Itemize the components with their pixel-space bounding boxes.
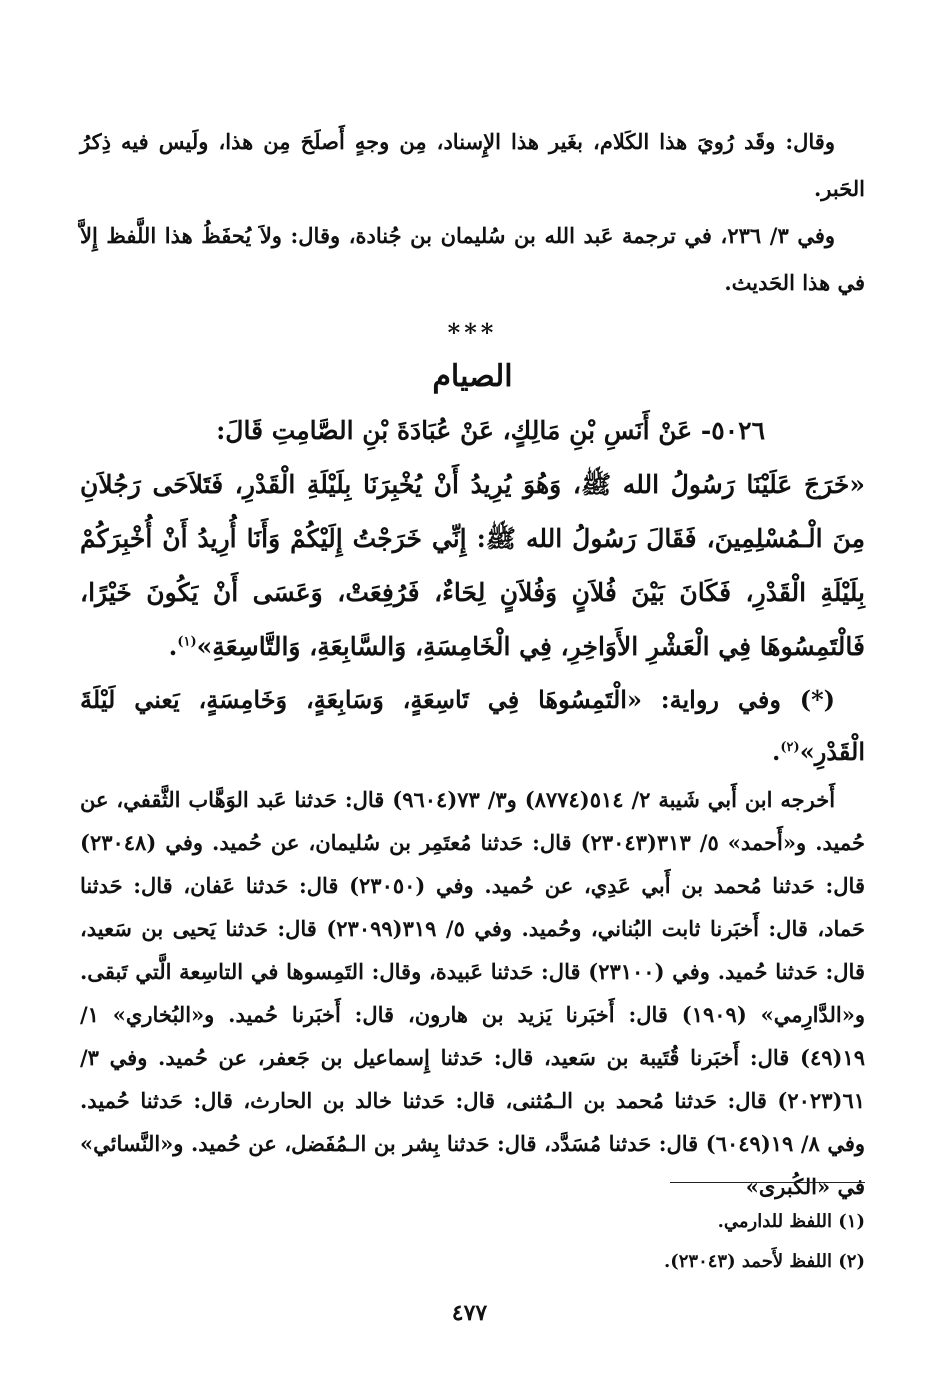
footnote-ref-1: (١) — [177, 634, 197, 650]
footnote-1: (١) اللفظ للدارمي. — [717, 1211, 865, 1232]
takhrij-paragraph: أَخرجه ابن أَبي شَيبة ٢/ ٥١٤(٨٧٧٤) و٣/ ٧٣(٩٦٠٤) قال: حَدثنا عَبد الوَهَّاب الثَّقفي، عن حُميد. و«أَحمد» ٥/ ٣١٣(٢٣٠٤٣) قال: حَدثنا مُعتَمِر بن سُليمان، عن حُميد. وفي (٢٣٠٤٨) قال: حَدثنا مُحمد بن أَبي عَدِي، عن حُميد. وفي (٢٣٠٥٠) قال: حَدثنا عَفان، قال: حَدثنا حَماد، قال: أَخبَرنا ثابت البُناني، وحُميد. وفي ٥/ ٣١٩(٢٣٠٩٩) قال: حَدثنا يَحيى بن سَعيد، قال: حَدثنا حُميد. وفي (٢٣١٠٠) قال: حَدثنا عَبيدة، وقال: التَمِسوها في التاسِعة الَّتي تَبقى. و«الدَّارِمي» (١٩٠٩) قال: أَخبَرنا يَزيد بن هارون، قال: أَخبَرنا حُميد. و«البُخاري» ١/ ١٩(٤٩) قال: أَخبَرنا قُتَيبة بن سَعيد، قال: حَدثنا إِسماعيل بن جَعفر، عن حُميد. وفي ٣/ ٦١(٢٠٢٣) قال: حَدثنا مُحمد بن الـمُثنى، قال: حَدثنا خالد بن الحارث، قال: حَدثنا حُميد. وفي ٨/ ١٩(٦٠٤٩) قال: حَدثنا مُسَدَّد، قال: حَدثنا بِشر بن الـمُفَضل، عن حُميد. و«النَّسائي» في «الكُبرى» — [80, 787, 866, 1199]
footnote-divider — [670, 1182, 865, 1183]
hadith-variant: (*) وفي رواية: «الْتَمِسُوهَا فِي تَاسِعَةٍ، وَسَابِعَةٍ، وَخَامِسَةٍ، يَعني لَيْلَةَ الْقَدْرِ»$^{(٢)}$. — [80, 685, 865, 766]
footnotes — [265, 1202, 865, 1282]
section-title: الصيام — [432, 359, 513, 394]
footnote-2: (٢) اللفظ لأَحمد (٢٣٠٤٣). — [663, 1251, 865, 1272]
hadith-text-body: «خَرَجَ عَلَيْنَا رَسُولُ الله ﷺ، وَهُوَ يُرِيدُ أَنْ يُخْبِرَنَا بِلَيْلَةِ الْقَدْرِ، فَتَلاَحَى رَجُلاَنِ مِنَ الْـمُسْلِمِينَ، فَقَالَ رَسُولُ الله ﷺ: إِنِّي خَرَجْتُ إِلَيْكُمْ وَأَنَا أُرِيدُ أَنْ أُخْبِرَكُمْ بِلَيْلَةِ الْقَدْرِ، فَكَانَ بَيْنَ فُلاَنٍ وَفُلاَنٍ لِحَاءٌ، فَرُفِعَتْ، وَعَسَى أَنْ يَكُونَ خَيْرًا، فَالْتَمِسُوهَا فِي الْعَشْرِ الأَوَاخِرِ، فِي الْخَامِسَةِ، وَالسَّابِعَةِ، وَالتَّاسِعَةِ» — [80, 470, 865, 661]
hadith-variant-body: (*) وفي رواية: «الْتَمِسُوهَا فِي تَاسِعَةٍ، وَسَابِعَةٍ، وَخَامِسَةٍ، يَعني لَيْلَةَ الْقَدْرِ» — [80, 685, 865, 766]
hadith-text: «خَرَجَ عَلَيْنَا رَسُولُ الله ﷺ، وَهُوَ يُرِيدُ أَنْ يُخْبِرَنَا بِلَيْلَةِ الْقَدْرِ، فَتَلاَحَى رَجُلاَنِ مِنَ الْـمُسْلِمِينَ، فَقَالَ رَسُولُ الله ﷺ: إِنِّي خَرَجْتُ إِلَيْكُمْ وَأَنَا أُرِيدُ أَنْ أُخْبِرَكُمْ بِلَيْلَةِ الْقَدْرِ، فَكَانَ بَيْنَ فُلاَنٍ وَفُلاَنٍ لِحَاءٌ، فَرُفِعَتْ، وَعَسَى أَنْ يَكُونَ خَيْرًا، فَالْتَمِسُوهَا فِي الْعَشْرِ الأَوَاخِرِ، فِي الْخَامِسَةِ، وَالسَّابِعَةِ، وَالتَّاسِعَةِ»$^{(١)}$. — [80, 470, 865, 661]
page-number: ٤٧٧ — [451, 1300, 488, 1326]
footnote-ref-2: (٢) — [780, 740, 800, 755]
page-body — [80, 118, 865, 1208]
intro-paragraph-1: وقال: وقَد رُويَ هذا الكَلام، بغَير هذا الإِسناد، مِن وجهٍ أَصلَحَ مِن هذا، ولَيس فيه ذِكرُ الحَبر. — [80, 129, 865, 201]
section-separator: *** — [447, 318, 498, 347]
hadith-heading: ٥٠٢٦- عَنْ أَنَسِ بْنِ مَالِكٍ، عَنْ عُبَادَةَ بْنِ الصَّامِتِ قَالَ: — [216, 416, 765, 445]
intro-paragraph-2: وفي ٣/ ٢٣٦، في ترجمة عَبد الله بن سُليمان بن جُنادة، وقال: ولاَ يُحفَظُ هذا اللَّفظ إِلاَّ في هذا الحَديث. — [80, 223, 865, 295]
